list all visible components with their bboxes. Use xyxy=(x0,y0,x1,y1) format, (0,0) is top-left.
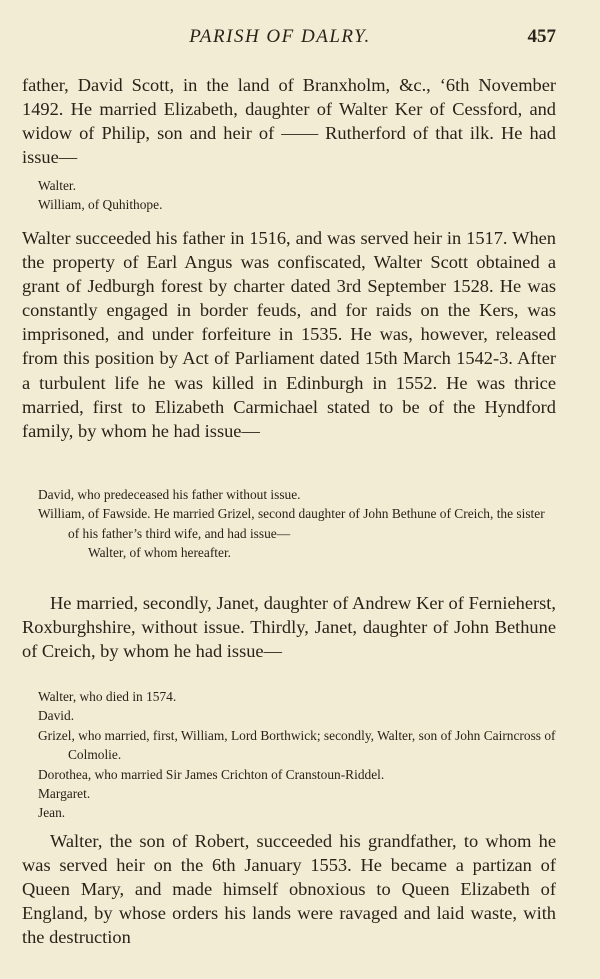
page-number: 457 xyxy=(527,26,556,47)
paragraph-1: father, David Scott, in the land of Branxholm, &c., ‘6th November 1492. He married Elizabeth, daughter of Walter Ker of Cessford, and widow of Philip, son and heir of —— Rutherford of that ilk. He had issue— xyxy=(22,75,556,168)
paragraph-2: Walter succeeded his father in 1516, and was served heir in 1517. When the property of Earl Angus was confiscated, Walter Scott obtained a grant of Jedburgh forest by charter dated 3rd September 1528. He was constantly engaged in border feuds, and for raids on the Kers, was imprisoned, and under forfeiture in 1535. He was, however, released from this position by Act of Parliament dated 15th March 1542-3. After a turbulent life he was killed in Edinburgh in 1552. He was thrice married, first to Elizabeth Carmichael stated to be of the Hyndford family, by whom he had issue— xyxy=(22,228,556,441)
issue-list-3 xyxy=(38,687,556,823)
list-item: William, of Quhithope. xyxy=(38,197,163,213)
issue-list-2 xyxy=(38,485,556,563)
list-item: David. xyxy=(38,708,75,724)
list-item: Dorothea, who married Sir James Crichton of Cranstoun-Riddel. xyxy=(38,766,385,782)
list-item: Walter, of whom hereafter. xyxy=(88,545,232,561)
list-item: William, of Fawside. He married Grizel, second daughter of John Bethune of Creich, the sister of his father’s third wife, and had issue— xyxy=(38,506,545,541)
list-item: David, who predeceased his father without issue. xyxy=(38,487,301,502)
list-item: Jean. xyxy=(38,805,66,821)
running-title: PARISH OF DALRY. xyxy=(189,26,371,47)
page-header xyxy=(0,26,600,56)
paragraph-4: Walter, the son of Robert, succeeded his grandfather, to whom he was served heir on the 6th January 1553. He became a partizan of Queen Mary, and made himself obnoxious to Queen Elizabeth of England, by whose orders his lands were ravaged and laid waste, with the destruction xyxy=(22,831,556,948)
list-item: Walter, who died in 1574. xyxy=(38,689,177,704)
list-item: Grizel, who married, first, William, Lord Borthwick; secondly, Walter, son of John Cairncross of Colmolie. xyxy=(38,727,556,763)
issue-list-1 xyxy=(38,176,556,215)
paragraph-3: He married, secondly, Janet, daughter of Andrew Ker of Fernieherst, Roxburghshire, without issue. Thirdly, Janet, daughter of John Bethune of Creich, by whom he had issue— xyxy=(22,593,556,662)
list-item: Margaret. xyxy=(38,786,91,802)
list-item: Walter. xyxy=(38,178,76,193)
